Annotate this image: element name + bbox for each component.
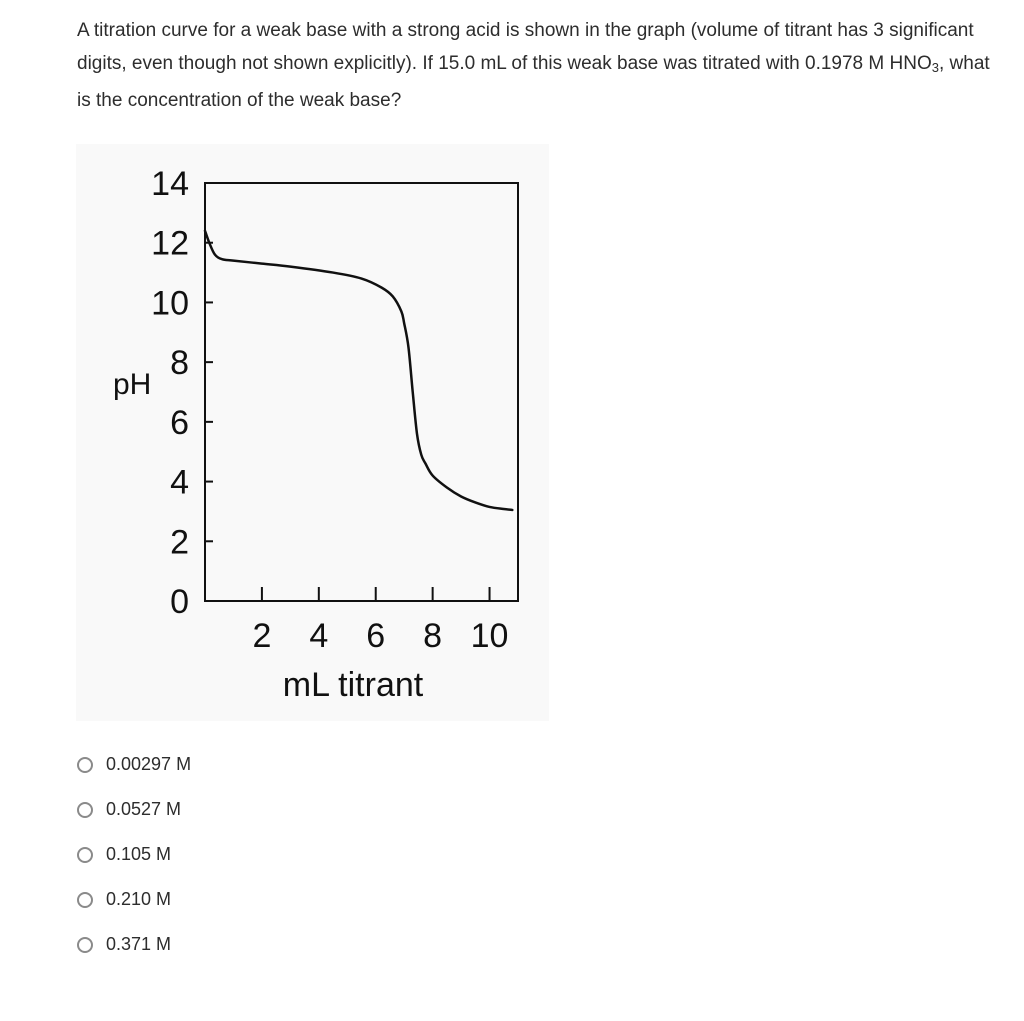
y-axis-label: pH — [113, 368, 152, 401]
answer-option[interactable] — [77, 742, 191, 787]
question-text — [77, 14, 997, 117]
x-tick-label: 4 — [309, 617, 329, 655]
answer-option[interactable] — [77, 877, 191, 922]
question-subscript: 3 — [931, 60, 939, 75]
answer-option-label: 0.371 M — [106, 934, 172, 954]
question-text-main: A titration curve for a weak base with a strong acid is shown in the graph (volume of titrant has 3 significant digits, even though not shown explicitly). If 15.0 mL of this weak base was titrated with 0.1978 M HNO — [77, 20, 974, 74]
plot-frame — [205, 183, 518, 601]
answer-options — [77, 742, 191, 967]
radio-button[interactable] — [77, 847, 93, 863]
radio-button[interactable] — [77, 892, 93, 908]
radio-button[interactable] — [77, 757, 93, 773]
answer-option[interactable] — [77, 922, 191, 967]
y-tick-label: 2 — [170, 523, 189, 562]
radio-button[interactable] — [77, 937, 93, 953]
titration-chart — [76, 144, 549, 721]
titration-curve — [205, 231, 512, 510]
x-tick-label: 10 — [470, 617, 509, 655]
y-tick-label: 8 — [170, 344, 189, 383]
y-tick-label: 6 — [170, 403, 189, 442]
answer-option-label: 0.0527 M — [106, 799, 182, 819]
x-axis-label: mL titrant — [282, 666, 424, 704]
answer-option-label: 0.105 M — [106, 844, 172, 864]
titration-figure — [76, 144, 549, 721]
x-tick-label: 8 — [423, 617, 443, 655]
x-tick-label: 2 — [252, 617, 272, 655]
answer-option[interactable] — [77, 832, 191, 877]
y-tick-label: 4 — [170, 463, 189, 502]
answer-option-label: 0.210 M — [106, 889, 172, 909]
y-tick-label: 14 — [151, 165, 189, 203]
x-tick-label: 6 — [366, 617, 386, 655]
answer-option-label: 0.00297 M — [106, 754, 192, 774]
y-tick-label: 12 — [151, 224, 189, 263]
answer-option[interactable] — [77, 787, 191, 832]
radio-button[interactable] — [77, 802, 93, 818]
question-text-end: , what is the concentration of the weak base? — [77, 53, 990, 111]
y-tick-label: 10 — [151, 284, 189, 323]
y-tick-label: 0 — [170, 583, 189, 621]
